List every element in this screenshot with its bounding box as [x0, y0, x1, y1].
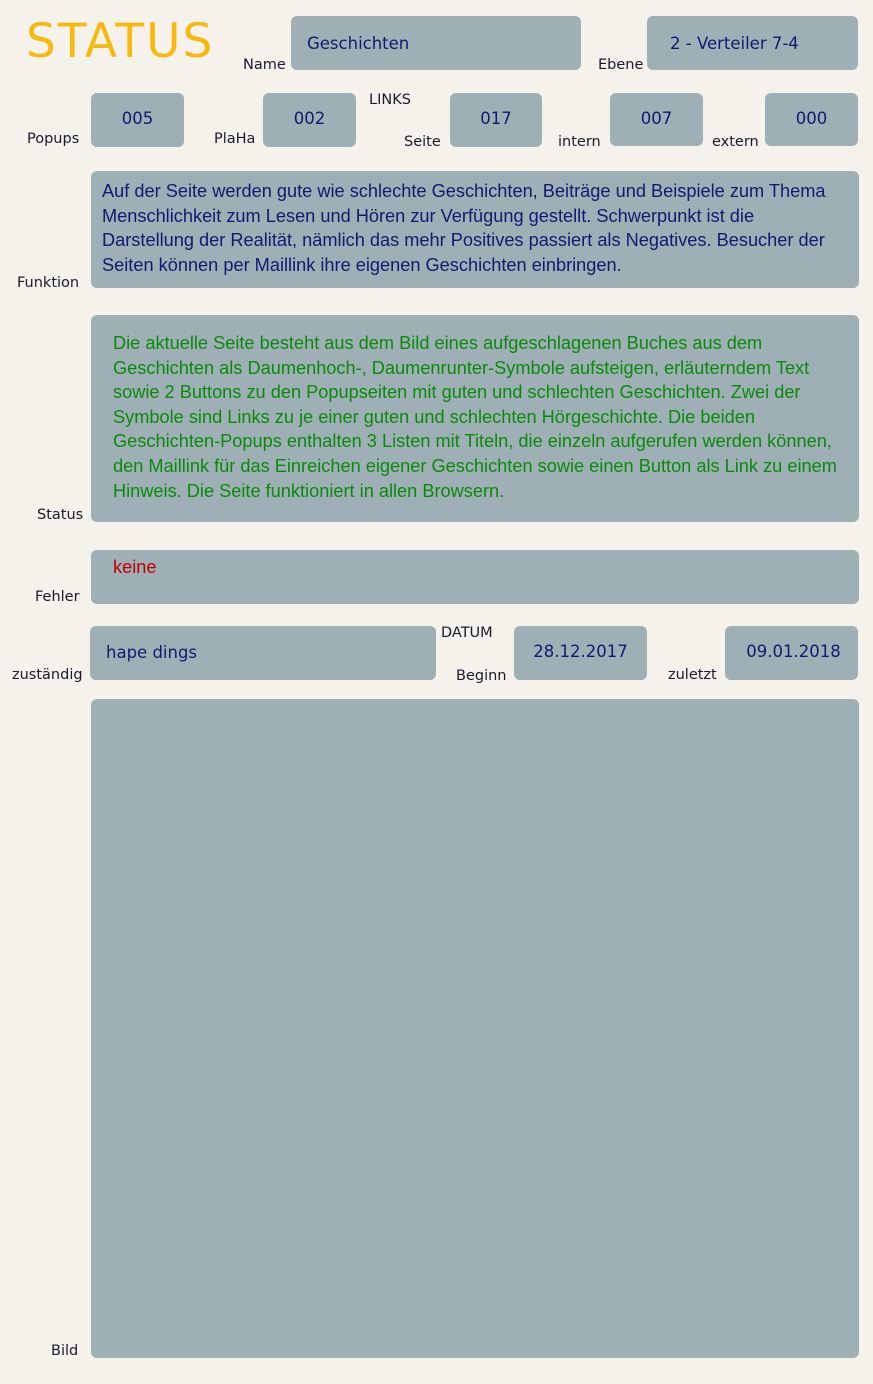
beginn-label: Beginn: [456, 668, 507, 684]
funktion-text: Auf der Seite werden gute wie schlechte Geschichten, Beiträge und Beispiele zum Thema Menschlichkeit zum Lesen und Hören zur Verfügung gestellt. Schwerpunkt ist die Darstellung der Realität, nämlich das mehr Positives passiert als Negatives. Besucher der Seiten können per Maillink ihre eigenen Geschichten einbringen.: [102, 181, 826, 275]
funktion-field[interactable]: [91, 171, 859, 288]
funktion-label: Funktion: [17, 275, 80, 291]
extern-value: 000: [795, 109, 828, 128]
plaha-field[interactable]: [263, 93, 356, 147]
zuletzt-value: 09.01.2018: [746, 642, 841, 661]
plaha-value: 002: [293, 109, 326, 128]
seite-value: 017: [480, 109, 512, 128]
beginn-value: 28.12.2017: [533, 642, 628, 661]
fehler-text: keine: [113, 557, 157, 577]
ebene-label: Ebene: [598, 57, 644, 73]
ebene-value: 2 - Verteiler 7-4: [670, 34, 799, 53]
ebene-field[interactable]: [647, 16, 858, 70]
zustaendig-label: zuständig: [12, 667, 83, 683]
status-text: Die aktuelle Seite besteht aus dem Bild eines aufgeschlagenen Buches aus dem Geschichten als Daumenhoch-, Daumenrunter-Symbole aufsteigen, erläuterndem Text sowie 2 Buttons zu den Popupseiten mit guten und schlechten Geschichten. Zwei der Symbole sind Links zu je einer guten und schlechten Hörgeschichte. Die beiden Geschichten-Popups enthalten 3 Listen mit Titeln, die einzeln aufgerufen werden können, den Maillink für das Einreichen eigener Geschichten sowie einen Button als Link zu einem Hinweis. Die Seite funktioniert in allen Browsern.: [113, 333, 837, 501]
intern-label: intern: [558, 134, 601, 150]
name-label: Name: [243, 57, 286, 73]
fehler-field[interactable]: [91, 550, 859, 604]
intern-value: 007: [640, 109, 673, 128]
page-title: STATUS: [26, 14, 215, 69]
extern-field[interactable]: [765, 93, 858, 146]
plaha-label: PlaHa: [214, 131, 256, 147]
beginn-field[interactable]: [514, 626, 647, 680]
bild-image-area: [91, 699, 859, 1358]
popups-label: Popups: [27, 131, 80, 147]
fehler-label: Fehler: [35, 589, 80, 605]
name-value: Geschichten: [307, 34, 410, 53]
popups-value: 005: [121, 109, 154, 128]
seite-label: Seite: [404, 134, 441, 150]
zuletzt-label: zuletzt: [668, 667, 717, 683]
zuletzt-field[interactable]: [725, 626, 858, 680]
status-field[interactable]: [91, 315, 859, 522]
intern-field[interactable]: [610, 93, 703, 146]
seite-field[interactable]: [450, 93, 542, 147]
zustaendig-value: hape dings: [106, 643, 198, 662]
zustaendig-field[interactable]: [90, 626, 436, 680]
datum-label: DATUM: [441, 625, 493, 641]
status-label: Status: [37, 507, 84, 523]
bild-label: Bild: [51, 1343, 79, 1359]
extern-label: extern: [712, 134, 759, 150]
links-group-label: LINKS: [369, 92, 411, 108]
name-field[interactable]: [291, 16, 581, 70]
popups-field[interactable]: [91, 93, 184, 147]
